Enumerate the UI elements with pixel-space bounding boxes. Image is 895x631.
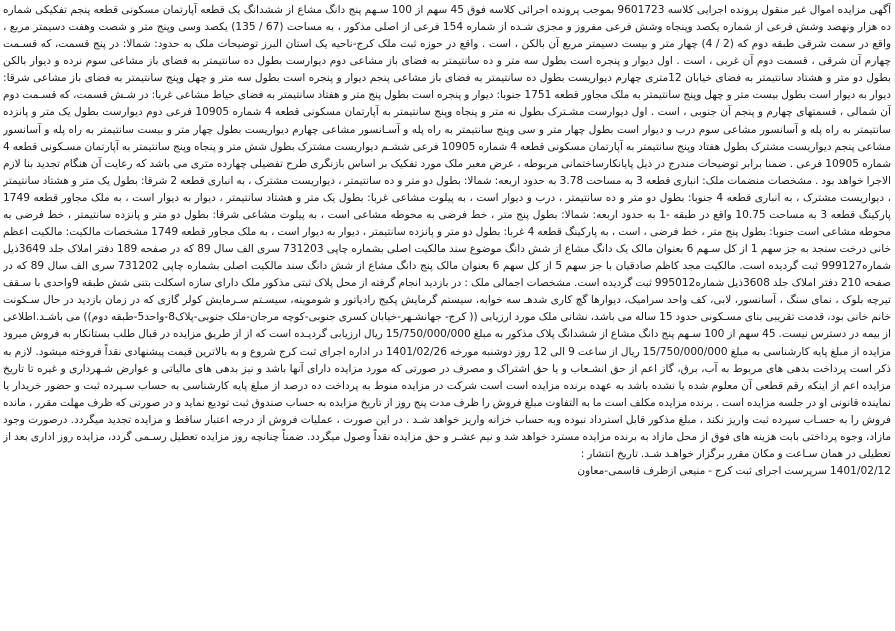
notice-signature: 1401/02/12 سرپرست اجرای ثبت کرج - منیعی ازظرف قاسمی-معاون: [577, 465, 891, 478]
auction-notice: [3, 2, 891, 628]
notice-body: آگهی مزایده اموال غیر منقول پرونده اجرایی کلاسه 9601723 بموجب پرونده اجرائی کلاسه فوق 45 سهم از 100 سـهم پنج دانگ مشاع از ششدانگ یک قطعه آپارتمان مسکونی قطعه پنجم تفکیکی شماره ده هزار ونهصد وشش فرعی از شماره یکصد وپنجاه وشش فرعی مفروز و مجزی شـده از شماره 154 فرعی از اصلی مذکور ، به مساحت (67 / 135) یکصد وسی وپنج متر و شصت وهفت دسیمتر مربع ، واقع در سمت شرقی طبقه دوم که (2 / 4) چهار متر و بیست دسیمتر مربع آن بالکن ، است . واقع در حوزه ثبت ملک کرج-ناحیه یک استان البرز توضیحات ملک به حدود: شمالا: در پنج قسمت، که قسـمت چهارم آن شرقی ، قسمت دوم آن غربی ، است . اول دیوار و پنجره است بطول سه متر و ده سانتیمتر به فضای باز مشاعی دوم دیوارست بطول ده سانتیمتر به فضای باز مشاعی سوم نرده و دیوار بالکن بطول دو متر و هشتاد سانتیمتر به فضای خیابان 12متری چهارم دیواریست بطول ده سانتیمتر به فضای باز مشاعی پنجم دیوار و پنجره است بطول سه متر و چهل وپنج سانتیمتر به فضای باز مشاعی شرقا: دیوار به دیوار است بطول بیست متر و چهل وپنج سانتیمتر به ملک مجاور قطعه 1751 جنوبا: دیوار و پنجره است بطول پنج متر و هفتاد سانتیمتر به فضای حیاط مشاعی غربا: در شـش قسمت، که قسـمت دوم آن شمالی ، قسمتهای چهارم و پنجم آن جنوبی ، است . اول دیوارست مشـترک بطول نه متر و پنجاه وپنج سانتیمتر به آپارتمان مسکونی قطعه 4 شماره 10905 فرعی دوم دیوارست بطول یک متر و پانزده سانتیمتر به راه پله و آسانسور مشاعی سوم درب و دیوار است بطول چهار متر و سی وپنج سانتیمتر به راه پله و آسـانسور مشاعی چهارم دیواریست بطول چهار متر و بیست سانتیمتر به راه پله و آسانسور مشاعی پنجم دیواریست مشترک بطول هفتاد وپنج سانتیمتر به آپارتمان مسکونی قطعه 4 شماره 10905 فرعی ششـم دیواریست مشترک بطول شش متر و پنجاه وپنج سانتیمتر به آپارتمان مسـکونی قطعه 4 شماره 10905 فرعی . ضمنا برابر توضیحات مندرج در ذیل پایانکارساختمانی مربوطه ، عرض معبر ملک مورد تفکیک بر اساس بازنگری طرح تفضیلی چهارده متری می باشد که رعایت آن هنگام تجدید بنا لازم الاجرا خواهد بود . مشخصات منضمات ملک: انباری قطعه 3 به مساحت 3.78 به حدود اربعه: شمالا: بطول دو متر و ده سانتیمتر ، دیواریست مشترک ، به انباری قطعه 2 شرقا: بطول یک متر و هشتاد سانتیمتر ، دیواریست مشترک ، به انباری قطعه 4 جنوبا: بطول دو متر و ده سانتیمتر ، درب و دیوار است ، به پیلوت مشاعی غربا: بطول یک متر و هشتاد سانتیمتر ، دیوار به دیوار است ، به ملک مجاور قطعه 1749 پارکینگ قطعه 3 به مساحت 10.75 واقع در طبقه -1 به حدود اربعه: شمالا: بطول پنج متر ، خط فرضی به محوطه مشاعی است ، به پیلوت مشاعی شرقا: بطول دو متر و پانزده سانتیمتر ، خط فرضی به محوطه مشاعی است جنوبا: بطول پنج متر ، خط فرضی ، است ، به پارکینگ قطعه 4 غربا: بطول دو متر و پانزده سانتیمتر ، دیوار به دیوار است ، به ملک مجاور قطعه 1749 مشخصات مالکیت: مالکیت اعظم خانی درخت سنجد به جز سهم 1 از کل سـهم 6 بعنوان مالک یک دانگ مشاع از شش دانگ موضوع سند مالکیت اصلی بشماره چاپی 731203 سری الف سال 89 که در صفحه 189 دفتر املاک جلد 3649ذیل شماره999127 ثبت گردیده است. مالکیت مجد کاظم صادقیان با جز سهم 5 از کل سهم 6 بعنوان مالک پنج دانگ مشاع از شش دانگ سند مالکیت اصلی بشماره چاپی 731202 سری الف سال 89 که در صفحه 210 دفتر املاک جلد 3608ذیل شماره995012 ثبت گردیده است. مشخصات اجمالی ملک : در بازدید انجام گرفته از محل پلاک ثبتی مذکور ملک دارای سازه اسکلت بتنی شش طبقه 9واحدی با سـقف تیرچه بلوک ، نمای سنگ ، آسانسور، لابی، کف واحد سرامیک، دیوارها گچ کاری شدهـ سه خوابه، سیستم گرمایش پکیج رادیاتور و شوموینه، سیسـتم سـرمایش کولر گازی که در زمان بازدید در حال سـکونت خانم خانی بود، قدمت تقریبی بنای مسـکونی حدود 15 ساله می باشد، نشانی ملک مورد ارزیابی (( کرج- جهانشـهر-خیابان کسری جنوبی-کوچه مرجان-ملک جنوبی-پلاک8-واحد5-طبقه دوم)) می باشـد.اطلاعی از بیمه در دسترس نیست. 45 سهم از 100 سـهم پنج دانگ مشاع از ششدانگ پلاک مذکور به مبلغ 15/750/000/000 ریال ارزیابی گردیـده است که از از طریق مزایده در قبال طلب بستانکار به فروش میرود مزایده از مبلغ پایه کارشناسی به مبلغ 15/750/000/000 ریال از ساعت 9 الی 12 روز دوشنبه مورخه 1401/02/26 در اداره اجرای ثبت کرج شروع و به بالاترین قیمت پیشنهادی نقداً فروخته میشود. لازم به ذکر است پرداخت بدهی های مربوط به آب، برق، گاز اعم از حق انشـعاب و یا حق اشتراک و مصرف در صورتی که مورد مزایده دارای آنها باشد و نیز بدهی های مالیاتی و عوارض شـهرداری و غیره تا تاریخ مزایده اعم از اینکه رقم قطعی آن معلوم شده یا نشده باشد به عهده برنده مزایده است است شرکت در مزایده منوط به پرداخت ده درصد از مبلغ پایه کارشناسی به حساب سـپرده ثبت و حضور خریدار یا نماینده قانونی او در جلسه مزایده است . برنده مزایده مکلف است ما به التفاوت مبلغ فروش را ظرف مدت پنج روز از تاریخ مزایده به حساب صندوق ثبت تودیع نماید و در صورتی که ظرف مهلت مقرر ، مانده فروش را به حسـاب سپرده ثبت واریز نکند ، مبلغ مذکور قابل استرداد نبوده وبه حساب خزانه واریز خواهد شـد . در این صورت ، عملیات فروش از درجه اعتبار ساقط و مزایده تجدید میگردد. درصورت وجود مازاد، وجوه پرداختی بابت هزینه های فوق از محل مازاد به برنده مزایده مسترد خواهد شد و نیم عشـر و حق مزایده نقداً وصول میگردد. ضمناً چنانچه روز مزایده تعطیل رسـمی گردد، مزایده روز اداری بعد از تعطیلی در همان سـاعت و مکان مقرر برگزار خواهـد شـد. تاریخ انتشار :: [3, 4, 891, 461]
